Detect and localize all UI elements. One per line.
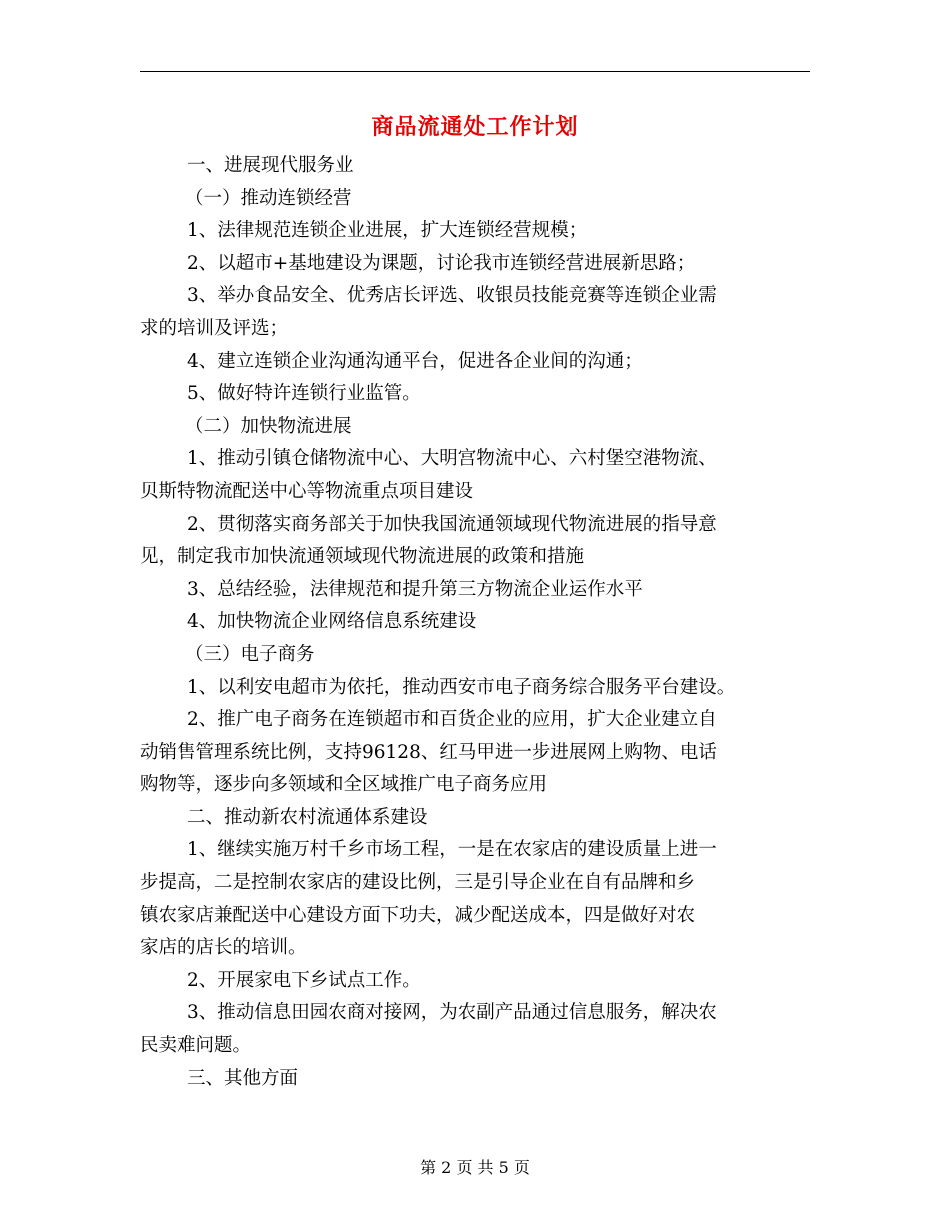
- paragraph-line: 1、以利安电超市为依托，推动西安市电子商务综合服务平台建设。: [187, 676, 736, 698]
- paragraph-line: 家店的店长的培训。: [140, 937, 307, 959]
- paragraph-line: 镇农家店兼配送中心建设方面下功夫，减少配送成本，四是做好对农: [140, 904, 696, 926]
- paragraph-line: 步提高，二是控制农家店的建设比例，三是引导企业在自有品牌和乡: [140, 872, 696, 894]
- paragraph-line: 4、建立连锁企业沟通沟通平台，促进各企业间的沟通；: [187, 350, 643, 372]
- paragraph-line: 2、贯彻落实商务部关于加快我国流通领域现代物流进展的指导意: [187, 513, 717, 535]
- page-number-footer: 第 2 页 共 5 页: [420, 1158, 530, 1177]
- paragraph-line: 民卖难问题。: [140, 1035, 252, 1057]
- paragraph-line: 2、开展家电下乡试点工作。: [187, 969, 421, 991]
- paragraph-line: 2、推广电子商务在连锁超市和百货企业的应用，扩大企业建立自: [187, 709, 717, 731]
- paragraph-line: 5、做好特许连锁行业监管。: [187, 383, 421, 405]
- subsection-heading: （一）推动连锁经营: [185, 187, 352, 209]
- paragraph-line: 4、加快物流企业网络信息系统建设: [187, 611, 477, 633]
- section-heading: 二、推动新农村流通体系建设: [187, 806, 428, 828]
- paragraph-line: 2、以超市+基地建设为课题，讨论我市连锁经营进展新思路；: [187, 252, 696, 274]
- paragraph-line: 3、总结经验，法律规范和提升第三方物流企业运作水平: [187, 578, 643, 600]
- document-title: 商品流通处工作计划: [371, 114, 579, 140]
- paragraph-line: 1、法律规范连锁企业进展，扩大连锁经营规模；: [187, 220, 588, 242]
- paragraph-line: 动销售管理系统比例，支持96128、红马甲进一步进展网上购物、电话: [140, 741, 717, 763]
- paragraph-line: 见，制定我市加快流通领域现代物流进展的政策和措施: [140, 546, 585, 568]
- paragraph-line: 1、推动引镇仓储物流中心、大明宫物流中心、六村堡空港物流、: [187, 448, 717, 470]
- paragraph-line: 1、继续实施万村千乡市场工程，一是在农家店的建设质量上进一: [187, 839, 717, 861]
- section-heading: 三、其他方面: [187, 1067, 299, 1089]
- section-heading: 一、进展现代服务业: [187, 155, 354, 176]
- subsection-heading: （二）加快物流进展: [185, 415, 352, 437]
- document-body: [140, 150, 820, 1095]
- paragraph-line: 3、举办食品安全、优秀店长评选、收银员技能竞赛等连锁企业需: [187, 285, 717, 307]
- paragraph-line: 购物等，逐步向多领域和全区域推广电子商务应用: [140, 774, 548, 796]
- paragraph-line: 3、推动信息田园农商对接网，为农副产品通过信息服务，解决农: [187, 1002, 717, 1024]
- header-rule: [140, 71, 810, 72]
- paragraph-line: 贝斯特物流配送中心等物流重点项目建设: [140, 480, 474, 502]
- subsection-heading: （三）电子商务: [185, 643, 315, 665]
- paragraph-line: 求的培训及评选；: [140, 317, 289, 339]
